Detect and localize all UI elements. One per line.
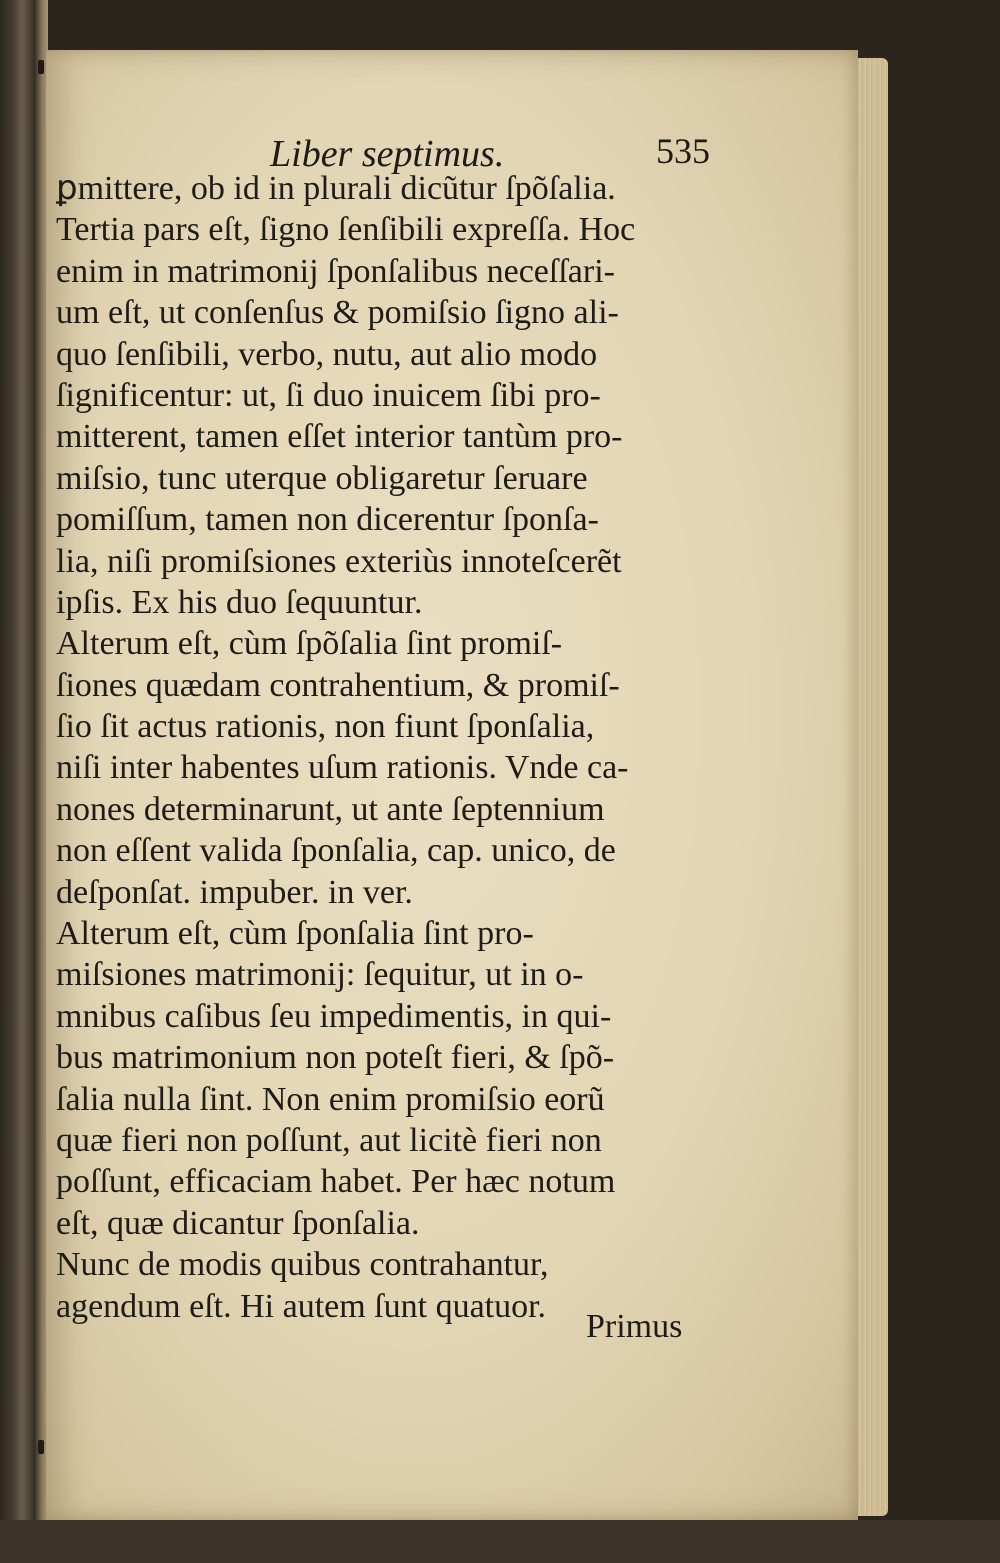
text-line: miſsiones matrimonij: ſequitur, ut in o- bbox=[56, 956, 584, 994]
text-line: mitterent, tamen eſſet interior tantùm pro- bbox=[56, 418, 623, 456]
text-line: um eſt, ut conſenſus & pomiſsio ſigno ali- bbox=[56, 294, 619, 332]
text-line: miſsio, tunc uterque obligaretur ſeruare bbox=[56, 459, 588, 497]
text-line: ſiones quædam contrahentium, & promiſ- bbox=[56, 666, 620, 704]
text-line: agendum eſt. Hi autem ſunt quatuor. bbox=[56, 1287, 547, 1325]
binding-clip bbox=[38, 60, 44, 74]
scan-background bbox=[0, 1520, 1000, 1563]
running-head: Liber septimus. bbox=[270, 133, 505, 175]
text-line: ſignificentur: ut, ſi duo inuicem ſibi pro- bbox=[56, 376, 601, 414]
text-line: quo ſenſibili, verbo, nutu, aut alio modo bbox=[56, 335, 598, 373]
text-line: ꝑmittere, ob id in plurali dicũtur ſpõſalia. bbox=[56, 170, 616, 207]
text-line: lia, niſi promiſsiones exteriùs innoteſcerẽt bbox=[56, 542, 622, 580]
catchword: Primus bbox=[586, 1308, 683, 1345]
text-line: Alterum eſt, cùm ſponſalia ſint pro- bbox=[56, 915, 534, 953]
text-line: Alterum eſt, cùm ſpõſalia ſint promiſ- bbox=[56, 625, 563, 663]
text-line: non eſſent valida ſponſalia, cap. unico, de bbox=[56, 832, 616, 870]
binding-clip bbox=[38, 1440, 44, 1454]
text-line: pomiſſum, tamen non dicerentur ſponſa- bbox=[56, 501, 599, 539]
page-number: 535 bbox=[656, 131, 710, 171]
text-line: niſi inter habentes uſum rationis. Vnde ca- bbox=[56, 749, 629, 787]
text-line: deſponſat. impuber. in ver. bbox=[56, 873, 413, 911]
text-line: bus matrimonium non poteſt fieri, & ſpõ- bbox=[56, 1039, 615, 1077]
text-line: Tertia pars eſt, ſigno ſenſibili expreſſa. Hoc bbox=[56, 211, 636, 249]
text-line: poſſunt, efficaciam habet. Per hæc notum bbox=[56, 1163, 616, 1201]
text-line: quæ fieri non poſſunt, aut licitè fieri non bbox=[56, 1121, 602, 1159]
text-line: Nunc de modis quibus contrahantur, bbox=[56, 1246, 549, 1284]
body-text bbox=[56, 168, 716, 1327]
text-line: enim in matrimonij ſponſalibus neceſſari- bbox=[56, 252, 615, 290]
text-line: ipſis. Ex his duo ſequuntur. bbox=[56, 583, 423, 621]
text-line: nones determinarunt, ut ante ſeptennium bbox=[56, 790, 605, 828]
text-line: mnibus caſibus ſeu impedimentis, in qui- bbox=[56, 997, 612, 1035]
text-line: ſio ſit actus rationis, non fiunt ſponſalia, bbox=[56, 708, 595, 746]
text-line: eſt, quæ dicantur ſponſalia. bbox=[56, 1204, 420, 1242]
text-line: ſalia nulla ſint. Non enim promiſsio eorũ bbox=[56, 1080, 605, 1118]
